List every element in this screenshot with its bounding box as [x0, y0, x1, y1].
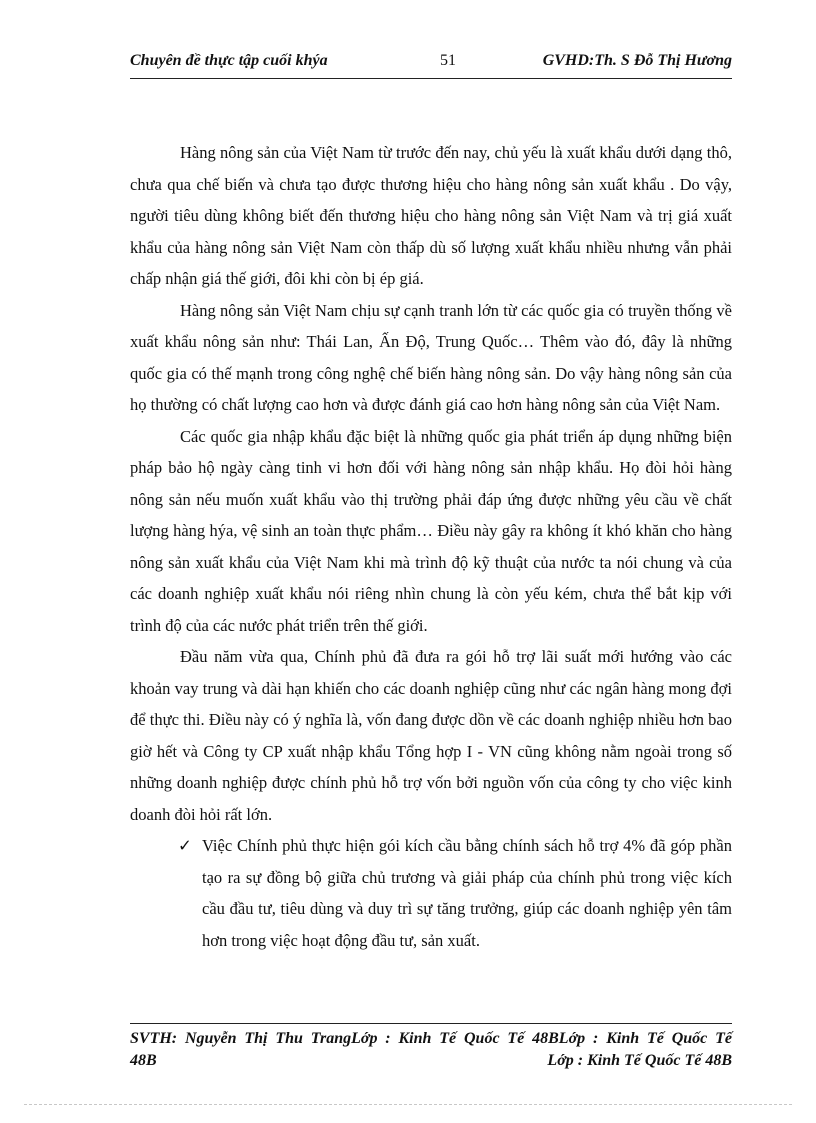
page-footer — [130, 1028, 732, 1072]
checkmark-icon: ✓ — [178, 836, 192, 855]
bullet-item — [130, 830, 732, 956]
document-body — [130, 137, 732, 956]
paragraph-4: Đầu năm vừa qua, Chính phủ đã đưa ra gói hỗ trợ lãi suất mới hướng vào các khoản vay trung và dài hạn khiến cho các doanh nghiệp cũng như các ngân hàng mong đợi để thực thi. Điều này có ý nghĩa là, vốn đang được dồn về các doanh nghiệp nhiều hơn bao giờ hết và Công ty CP xuất nhập khẩu Tổng hợp I - VN cũng không nằm ngoài trong số những doanh nghiệp được chính phủ hỗ trợ vốn bởi nguồn vốn của công ty cho việc kinh doanh đòi hỏi rất lớn. — [130, 647, 732, 824]
paragraph-1: Hàng nông sản của Việt Nam từ trước đến nay, chủ yếu là xuất khẩu dưới dạng thô, chưa qua chế biến và chưa tạo được thương hiệu cho hàng nông sản xuất khẩu . Do vậy, người tiêu dùng không biết đến thương hiệu cho hàng nông sản Việt Nam và trị giá xuất khẩu của hàng nông sản Việt Nam còn thấp dù số lượng xuất khẩu nhiều nhưng vẫn phải chấp nhận giá thế giới, đôi khi còn bị ép giá. — [130, 143, 732, 288]
header-title: Chuyên đề thực tập cuối khýa — [130, 52, 328, 69]
paragraph-3: Các quốc gia nhập khẩu đặc biệt là những quốc gia phát triển áp dụng những biện pháp bảo hộ ngày càng tinh vi hơn đối với hàng nông sản nhập khẩu. Họ đòi hỏi hàng nông sản nếu muốn xuất khẩu vào thị trường phải đáp ứng được những yêu cầu về chất lượng hàng hýa, vệ sinh an toàn thực phẩm… Điều này gây ra không ít khó khăn cho hàng nông sản xuất khẩu của Việt Nam khi mà trình độ kỹ thuật của nước ta nói chung và của các doanh nghiệp xuất khẩu nói riêng nhìn chung là còn yếu kém, chưa thể bắt kịp với trình độ của các nước phát triển trên thế giới. — [130, 426, 732, 635]
page-number: 51 — [440, 52, 456, 69]
footer-class-code: 48B — [130, 1052, 157, 1069]
paragraph-2: Hàng nông sản Việt Nam chịu sự cạnh tranh lớn từ các quốc gia có truyền thống về xuất khẩu nông sản như: Thái Lan, Ấn Độ, Trung Quốc… Thêm vào đó, đây là những quốc gia có thế mạnh trong công nghệ chế biến hàng nông sản. Do vậy hàng nông sản của họ thường có chất lượng cao hơn và được đánh giá cao hơn hàng nông sản của Việt Nam. — [130, 300, 732, 414]
page-header — [130, 52, 732, 76]
footer-class-label: Lớp : Kinh Tế Quốc Tế 48B — [547, 1052, 732, 1069]
header-divider — [130, 78, 732, 79]
header-advisor: GVHD:Th. S Đỗ Thị Hương — [542, 52, 732, 69]
bullet-text: Việc Chính phủ thực hiện gói kích cầu bằng chính sách hỗ trợ 4% đã góp phần tạo ra sự đồng bộ giữa chủ trương và giải pháp của chính phủ trong việc kích cầu đầu tư, tiêu dùng và duy trì sự tăng trưởng, giúp các doanh nghiệp yên tâm hơn trong việc hoạt động đầu tư, sản xuất. — [202, 836, 732, 950]
page-break-line — [24, 1104, 792, 1105]
footer-class-line — [130, 1050, 732, 1072]
footer-divider — [130, 1023, 732, 1024]
footer-student-line: SVTH: Nguyễn Thị Thu TrangLớp : Kinh Tế Quốc Tế 48BLớp : Kinh Tế Quốc Tế — [130, 1030, 732, 1047]
